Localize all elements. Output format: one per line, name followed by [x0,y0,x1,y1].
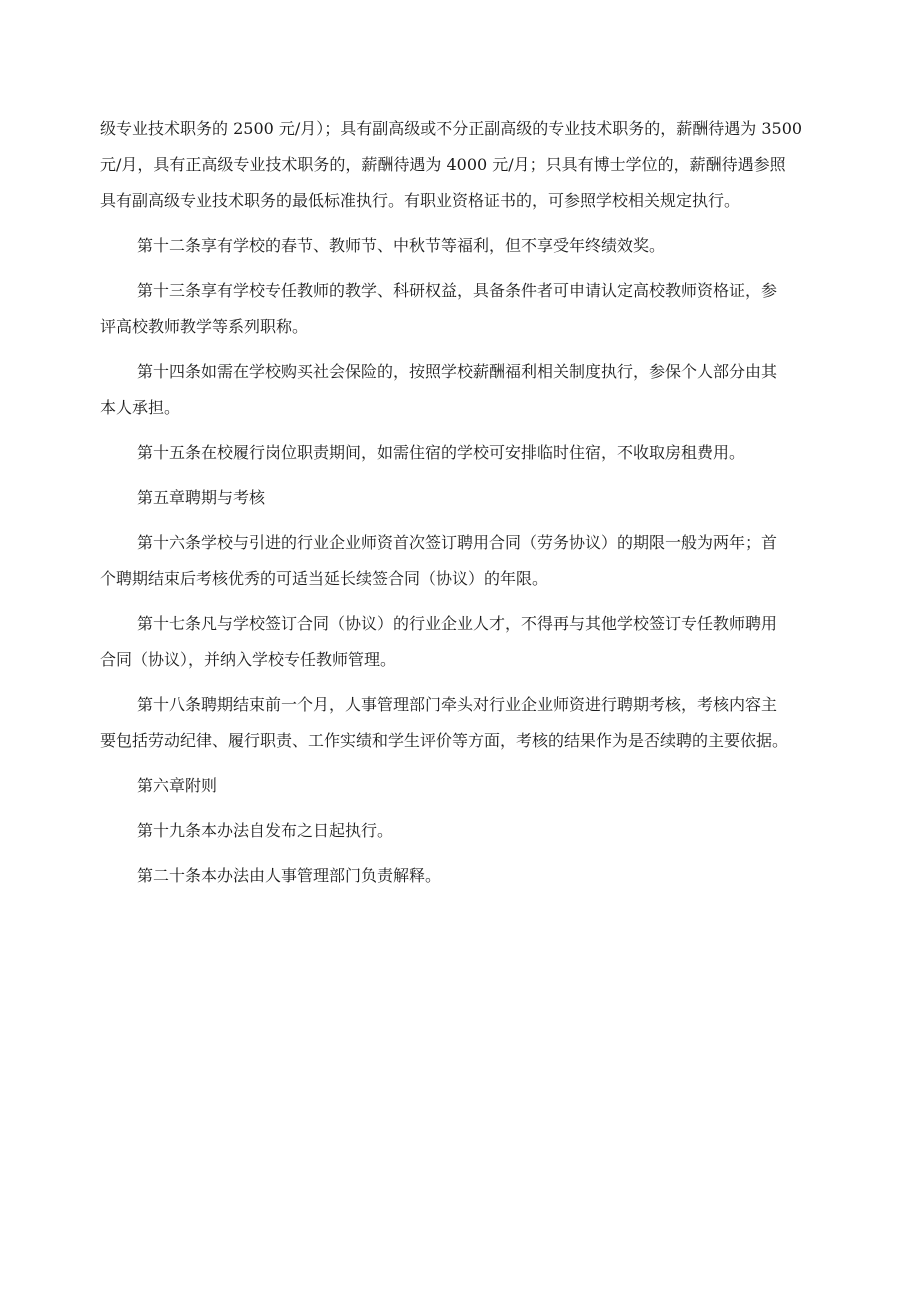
chapter-6-heading: 第六章附则 [137,776,218,795]
text-line: 个聘期结束后考核优秀的可适当延长续签合同（协议）的年限。 [100,569,549,588]
article-19: 第十九条本办法自发布之日起执行。 [137,821,394,840]
text-line: 元/月，具有正高级专业技术职务的，薪酬待遇为 4000 元/月；只具有博士学位的，薪酬待遇参照 [100,155,786,174]
article-12: 第十二条享有学校的春节、教师节、中秋节等福利，但不享受年终绩效奖。 [137,236,666,255]
text-line: 第十四条如需在学校购买社会保险的，按照学校薪酬福利相关制度执行，参保个人部分由其 [137,362,778,381]
article-18 [100,687,832,759]
text-line: 第十三条享有学校专任教师的教学、科研权益，具备条件者可申请认定高校教师资格证，参 [137,281,778,300]
chapter-5-heading: 第五章聘期与考核 [137,488,266,507]
article-14 [100,354,832,426]
text-line: 合同（协议），并纳入学校专任教师管理。 [100,650,397,669]
text-line: 要包括劳动纪律、履行职责、工作实绩和学生评价等方面，考核的结果作为是否续聘的主要依据。 [100,731,789,750]
text-line: 级专业技术职务的 2500 元/月）；具有副高级或不分正副高级的专业技术职务的，薪酬待遇为 3500 [100,119,803,138]
article-13 [100,273,832,345]
document-body [100,111,832,903]
text-line: 第十七条凡与学校签订合同（协议）的行业企业人才，不得再与其他学校签订专任教师聘用 [137,614,778,633]
article-17 [100,606,832,678]
salary-paragraph-continued [100,111,832,219]
text-line: 本人承担。 [100,398,181,417]
text-line: 第十八条聘期结束前一个月，人事管理部门牵头对行业企业师资进行聘期考核，考核内容主 [137,695,778,714]
article-16 [100,525,832,597]
article-15: 第十五条在校履行岗位职责期间，如需住宿的学校可安排临时住宿，不收取房租费用。 [137,443,746,462]
text-line: 第十六条学校与引进的行业企业师资首次签订聘用合同（劳务协议）的期限一般为两年；首 [137,533,778,552]
text-line: 评高校教师教学等系列职称。 [100,317,309,336]
article-20: 第二十条本办法由人事管理部门负责解释。 [137,866,442,885]
text-line: 具有副高级专业技术职务的最低标准执行。有职业资格证书的，可参照学校相关规定执行。 [100,191,741,210]
